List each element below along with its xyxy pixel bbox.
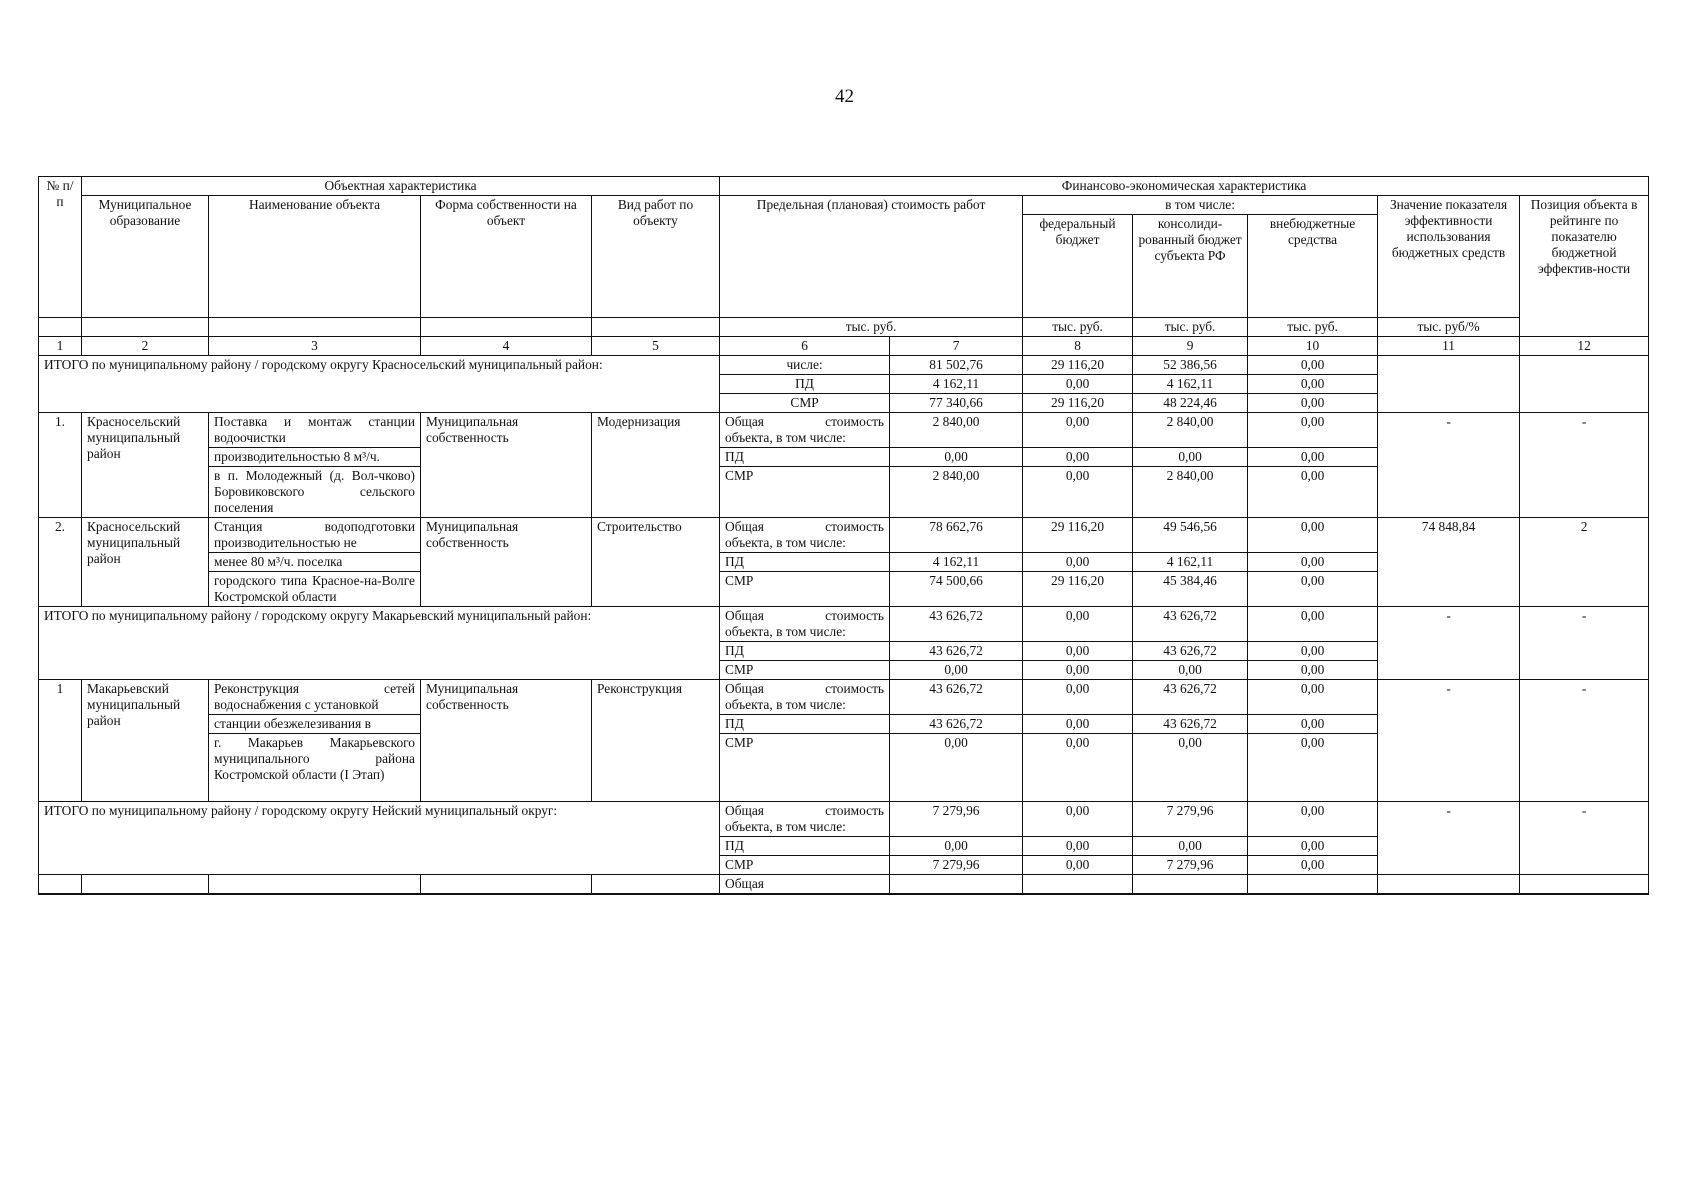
header-extrabudget: внебюджетные средства	[1248, 215, 1378, 318]
value-cell: 81 502,76	[890, 356, 1023, 375]
label-total: Общая	[725, 414, 764, 429]
table-row	[39, 413, 1649, 448]
value-cell: 0,00	[1248, 375, 1378, 394]
value-cell: 77 340,66	[890, 394, 1023, 413]
label-total: Общая	[725, 681, 764, 696]
ownership-cell: Муниципальная собственность	[421, 518, 592, 607]
label-smr: СМР	[720, 394, 890, 413]
label-total: Общая	[725, 608, 764, 623]
label-object-incl: объекта, в том числе:	[725, 819, 846, 834]
value-cell: 0,00	[1023, 553, 1133, 572]
value-cell: 0,00	[890, 734, 1023, 802]
table-row	[39, 356, 1649, 375]
efficiency-cell: -	[1378, 413, 1520, 518]
header-municipality: Муниципальное образование	[82, 196, 209, 318]
col-number: 3	[209, 337, 421, 356]
total-label-cell	[720, 518, 890, 553]
ownership-cell: Муниципальная собственность	[421, 413, 592, 518]
value-cell: 2 840,00	[890, 467, 1023, 518]
table-row	[39, 802, 1649, 837]
value-cell: 29 116,20	[1023, 572, 1133, 607]
value-cell: 43 626,72	[1133, 680, 1248, 715]
object-name-part: в п. Молодежный (д. Вол-чково) Боровиковского сельского поселения	[209, 467, 421, 518]
header-position: Позиция объекта в рейтинге по показателю бюджетной эффектив-ности	[1520, 196, 1649, 337]
value-cell: 0,00	[1248, 661, 1378, 680]
page-number: 42	[835, 86, 854, 107]
label-object-incl: объекта, в том числе:	[725, 430, 846, 445]
value-cell: 0,00	[1248, 802, 1378, 837]
value-cell: 29 116,20	[1023, 356, 1133, 375]
col-number: 7	[890, 337, 1023, 356]
value-cell: 0,00	[1023, 837, 1133, 856]
header-col-num: № п/п	[39, 177, 82, 318]
label-total: Общая	[725, 519, 764, 534]
label-pd: ПД	[720, 375, 890, 394]
value-cell: 45 384,46	[1133, 572, 1248, 607]
value-cell: 0,00	[1023, 642, 1133, 661]
label-smr: СМР	[720, 734, 890, 802]
value-cell: 7 279,96	[890, 802, 1023, 837]
value-cell: 29 116,20	[1023, 394, 1133, 413]
value-cell: 0,00	[1023, 661, 1133, 680]
value-cell: 49 546,56	[1133, 518, 1248, 553]
value-cell: 0,00	[1133, 734, 1248, 802]
label-total: Общая	[725, 803, 764, 818]
value-cell: 0,00	[1023, 448, 1133, 467]
value-cell: 43 626,72	[1133, 642, 1248, 661]
value-cell: 0,00	[1248, 607, 1378, 642]
header-object-characteristic: Объектная характеристика	[82, 177, 720, 196]
unit-federal: тыс. руб.	[1023, 318, 1133, 337]
value-cell: 43 626,72	[1133, 607, 1248, 642]
label-cost: стоимость	[825, 803, 885, 818]
label-incl: числе:	[720, 356, 890, 375]
unit-consolidated: тыс. руб.	[1133, 318, 1248, 337]
value-cell: 0,00	[1248, 448, 1378, 467]
label-pd: ПД	[720, 715, 890, 734]
value-cell: 43 626,72	[890, 642, 1023, 661]
label-smr: СМР	[720, 467, 890, 518]
value-cell: 43 626,72	[890, 715, 1023, 734]
label-object-incl: объекта, в том числе:	[725, 624, 846, 639]
header-efficiency: Значение показателя эффективности использования бюджетных средств	[1378, 196, 1520, 318]
col-number: 12	[1520, 337, 1649, 356]
header-federal: федеральный бюджет	[1023, 215, 1133, 318]
position-cell: -	[1520, 607, 1649, 680]
value-cell: 7 279,96	[1133, 802, 1248, 837]
unit-cost: тыс. руб.	[720, 318, 1023, 337]
efficiency-cell: 74 848,84	[1378, 518, 1520, 607]
label-object-incl: объекта, в том числе:	[725, 697, 846, 712]
row-number: 1.	[39, 413, 82, 518]
value-cell: 2 840,00	[1133, 413, 1248, 448]
value-cell: 0,00	[1023, 734, 1133, 802]
object-name-part: менее 80 м³/ч. поселка	[209, 553, 421, 572]
value-cell: 4 162,11	[1133, 553, 1248, 572]
value-cell: 29 116,20	[1023, 518, 1133, 553]
object-name-part: станции обезжелезивания в	[209, 715, 421, 734]
table-row	[39, 518, 1649, 553]
municipality-cell: Красносельский муниципальный район	[82, 518, 209, 607]
value-cell: 0,00	[1248, 394, 1378, 413]
makaryev-total-title: ИТОГО по муниципальному району / городскому округу Макарьевский муниципальный район:	[39, 607, 720, 680]
object-name-part: г. Макарьев Макарьевского муниципального района Костромской области (I Этап)	[209, 734, 421, 802]
value-cell: 0,00	[1023, 680, 1133, 715]
unit-efficiency: тыс. руб/%	[1378, 318, 1520, 337]
label-pd: ПД	[720, 553, 890, 572]
header-financial-characteristic: Финансово-экономическая характеристика	[720, 177, 1649, 196]
position-cell: 2	[1520, 518, 1649, 607]
label-smr: СМР	[720, 661, 890, 680]
value-cell: 7 279,96	[1133, 856, 1248, 875]
value-cell: 43 626,72	[890, 607, 1023, 642]
label-total: Общая	[720, 875, 890, 895]
value-cell: 0,00	[1023, 413, 1133, 448]
value-cell: 0,00	[1248, 734, 1378, 802]
efficiency-cell	[1378, 356, 1520, 413]
col-number: 1	[39, 337, 82, 356]
value-cell: 0,00	[1248, 356, 1378, 375]
object-name-part: Поставка и монтаж станции водоочистки	[209, 413, 421, 448]
municipality-cell: Красносельский муниципальный район	[82, 413, 209, 518]
label-pd: ПД	[720, 642, 890, 661]
label-cost: стоимость	[825, 681, 885, 696]
col-number: 11	[1378, 337, 1520, 356]
value-cell: 43 626,72	[1133, 715, 1248, 734]
label-smr: СМР	[720, 856, 890, 875]
header-ownership: Форма собственности на объект	[421, 196, 592, 318]
position-cell: -	[1520, 413, 1649, 518]
label-cost: стоимость	[825, 608, 885, 623]
position-cell: -	[1520, 802, 1649, 875]
value-cell: 0,00	[1133, 448, 1248, 467]
value-cell: 0,00	[1023, 715, 1133, 734]
value-cell: 0,00	[1248, 553, 1378, 572]
value-cell: 4 162,11	[1133, 375, 1248, 394]
work-type-cell: Строительство	[592, 518, 720, 607]
value-cell: 2 840,00	[1133, 467, 1248, 518]
header-consolidated: консолиди-рованный бюджет субъекта РФ	[1133, 215, 1248, 318]
value-cell: 0,00	[1023, 607, 1133, 642]
value-cell: 0,00	[1248, 413, 1378, 448]
col-number: 4	[421, 337, 592, 356]
value-cell: 0,00	[1248, 837, 1378, 856]
value-cell: 0,00	[1248, 642, 1378, 661]
label-pd: ПД	[720, 837, 890, 856]
object-name-part: производительностью 8 м³/ч.	[209, 448, 421, 467]
municipality-cell: Макарьевский муниципальный район	[82, 680, 209, 802]
value-cell: 0,00	[890, 448, 1023, 467]
object-name-part: городского типа Красное-на-Волге Костромской области	[209, 572, 421, 607]
value-cell: 0,00	[1248, 856, 1378, 875]
object-name-part: Реконструкция сетей водоснабжения с установкой	[209, 680, 421, 715]
col-number: 9	[1133, 337, 1248, 356]
header-including: в том числе:	[1023, 196, 1378, 215]
col-number: 2	[82, 337, 209, 356]
value-cell: 52 386,56	[1133, 356, 1248, 375]
value-cell: 78 662,76	[890, 518, 1023, 553]
krasnoselsky-total-title: ИТОГО по муниципальному району / городскому округу Красносельский муниципальный район:	[39, 356, 720, 413]
efficiency-cell: -	[1378, 607, 1520, 680]
work-type-cell: Реконструкция	[592, 680, 720, 802]
position-cell	[1520, 356, 1649, 413]
row-number: 2.	[39, 518, 82, 607]
column-number-row	[39, 337, 1649, 356]
label-pd: ПД	[720, 448, 890, 467]
value-cell: 43 626,72	[890, 680, 1023, 715]
value-cell: 0,00	[1023, 856, 1133, 875]
label-object-incl: объекта, в том числе:	[725, 535, 846, 550]
efficiency-cell: -	[1378, 680, 1520, 802]
value-cell: 0,00	[890, 661, 1023, 680]
value-cell: 0,00	[1133, 837, 1248, 856]
header-max-cost: Предельная (плановая) стоимость работ	[720, 196, 1023, 318]
table-row	[39, 680, 1649, 715]
value-cell: 0,00	[1248, 680, 1378, 715]
table-row	[39, 875, 1649, 895]
total-label-cell	[720, 802, 890, 837]
label-cost: стоимость	[825, 519, 885, 534]
col-number: 6	[720, 337, 890, 356]
col-number: 10	[1248, 337, 1378, 356]
value-cell: 2 840,00	[890, 413, 1023, 448]
label-cost: стоимость	[825, 414, 885, 429]
object-name-part: Станция водоподготовки производительностью не	[209, 518, 421, 553]
efficiency-cell: -	[1378, 802, 1520, 875]
value-cell: 0,00	[1023, 467, 1133, 518]
position-cell: -	[1520, 680, 1649, 802]
value-cell: 0,00	[1023, 802, 1133, 837]
value-cell: 0,00	[1248, 572, 1378, 607]
value-cell: 48 224,46	[1133, 394, 1248, 413]
header-work-type: Вид работ по объекту	[592, 196, 720, 318]
value-cell: 0,00	[1248, 467, 1378, 518]
value-cell: 4 162,11	[890, 553, 1023, 572]
value-cell: 0,00	[1248, 518, 1378, 553]
neya-total-title: ИТОГО по муниципальному району / городскому округу Нейский муниципальный округ:	[39, 802, 720, 875]
ownership-cell: Муниципальная собственность	[421, 680, 592, 802]
total-label-cell	[720, 607, 890, 642]
value-cell: 74 500,66	[890, 572, 1023, 607]
value-cell: 0,00	[1023, 375, 1133, 394]
value-cell: 0,00	[1248, 715, 1378, 734]
value-cell: 0,00	[890, 837, 1023, 856]
col-number: 8	[1023, 337, 1133, 356]
budget-table	[38, 176, 1649, 895]
table-row	[39, 607, 1649, 642]
value-cell: 0,00	[1133, 661, 1248, 680]
col-number: 5	[592, 337, 720, 356]
total-label-cell	[720, 680, 890, 715]
unit-extrabudget: тыс. руб.	[1248, 318, 1378, 337]
value-cell: 4 162,11	[890, 375, 1023, 394]
row-number: 1	[39, 680, 82, 802]
header-object-name: Наименование объекта	[209, 196, 421, 318]
total-label-cell	[720, 413, 890, 448]
label-smr: СМР	[720, 572, 890, 607]
work-type-cell: Модернизация	[592, 413, 720, 518]
value-cell: 7 279,96	[890, 856, 1023, 875]
